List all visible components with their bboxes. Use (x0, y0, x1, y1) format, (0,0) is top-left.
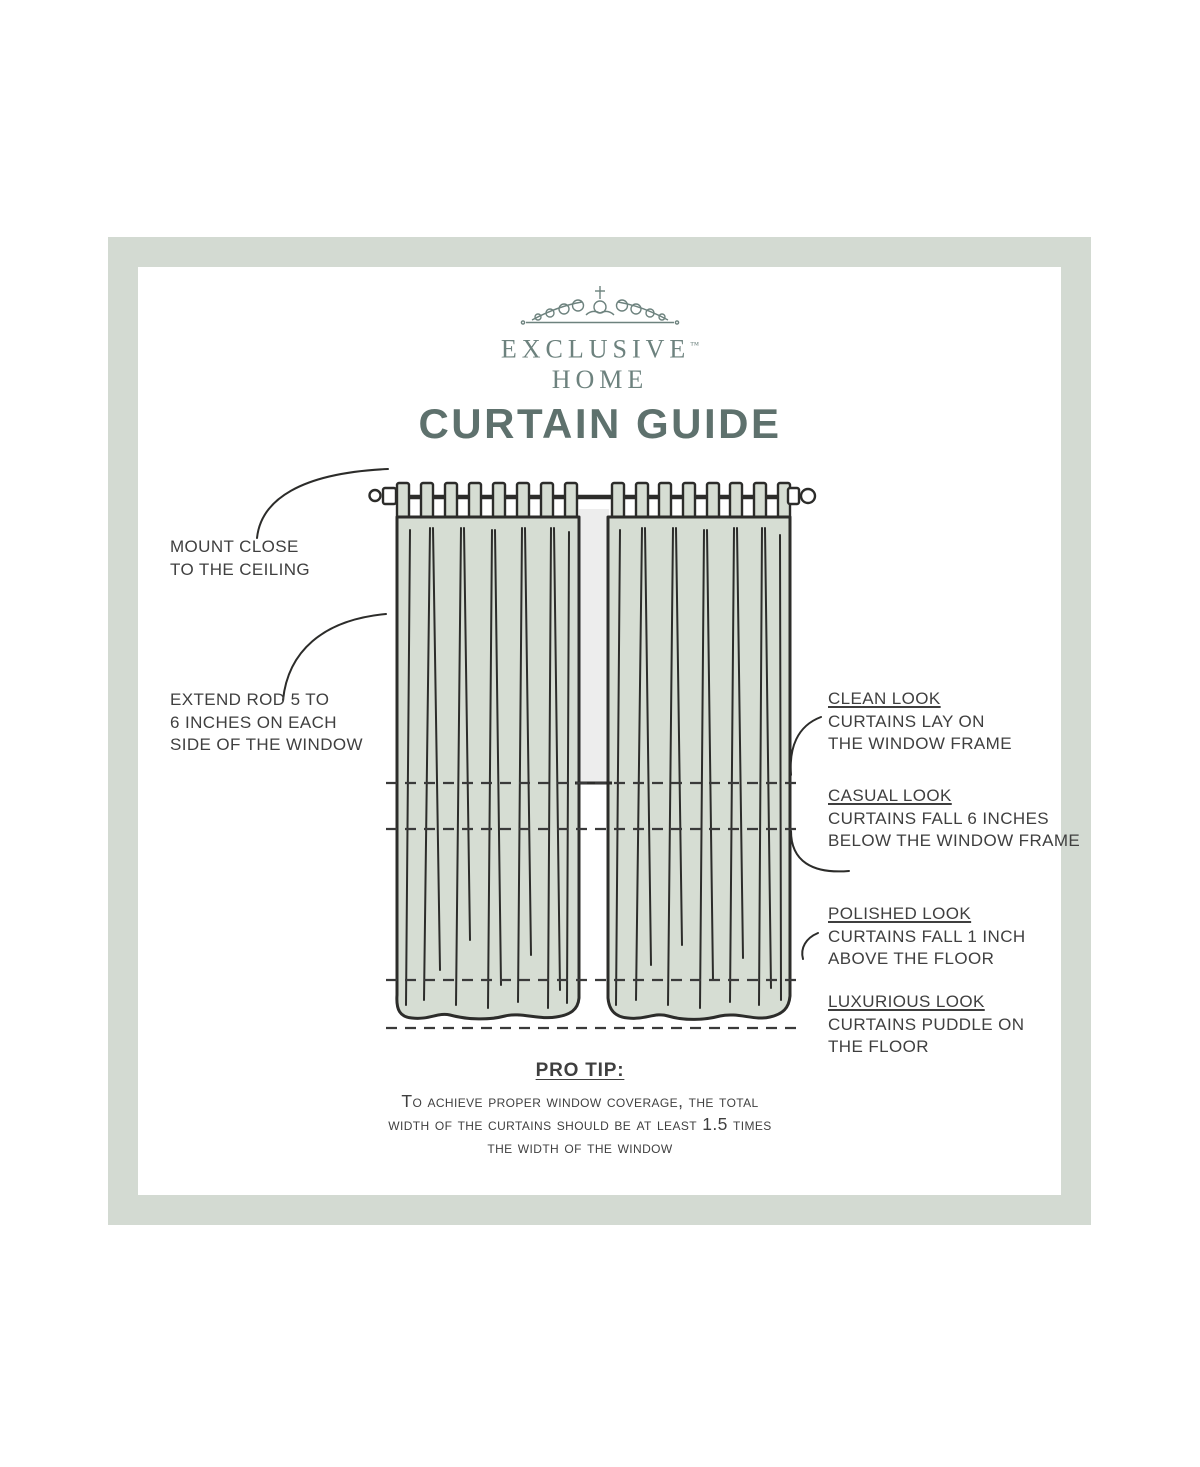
brand-trademark: ™ (690, 340, 700, 350)
left-finial-icon (370, 488, 397, 504)
note-line: THE WINDOW FRAME (828, 734, 1012, 753)
window-pane (579, 509, 609, 783)
pro-tip-line: To achieve proper window coverage, the total (401, 1091, 759, 1111)
note-line: TO THE CEILING (170, 559, 311, 579)
brand-name-top: EXCLUSIVE™ (500, 334, 700, 364)
note-line: MOUNT CLOSE (170, 537, 299, 556)
note-line: EXTEND ROD 5 TO (170, 690, 330, 709)
note-line: BELOW THE WINDOW FRAME (828, 831, 1081, 850)
pro-tip (0, 1060, 1160, 1159)
right-panel-tabs (612, 483, 790, 520)
note-heading: LUXURIOUS LOOK (828, 992, 985, 1011)
note-polished-look (828, 903, 1026, 971)
note-line: CURTAINS FALL 1 INCH (828, 926, 1026, 946)
note-mount-ceiling (170, 536, 310, 581)
connector-mount-ceiling (257, 469, 388, 538)
right-curtain-panel (608, 517, 790, 1019)
note-line: ABOVE THE FLOOR (828, 949, 995, 968)
pro-tip-body (0, 1090, 1160, 1159)
connector-extend-rod (283, 614, 386, 700)
note-luxurious-look (828, 991, 1024, 1059)
note-line: THE FLOOR (828, 1037, 929, 1056)
pro-tip-line: the width of the window (487, 1137, 673, 1157)
note-clean-look (828, 688, 1012, 756)
pro-tip-heading: PRO TIP: (535, 1060, 625, 1081)
right-finial-icon (788, 488, 815, 504)
connector-polished-look (802, 933, 818, 959)
note-extend-rod (170, 689, 363, 757)
note-heading: POLISHED LOOK (828, 904, 972, 923)
note-heading: CASUAL LOOK (828, 786, 952, 805)
note-line: 6 INCHES ON EACH (170, 712, 337, 732)
note-line: CURTAINS PUDDLE ON (828, 1014, 1025, 1034)
left-panel-tabs (397, 483, 577, 520)
note-line: CURTAINS LAY ON (828, 711, 985, 731)
brand-name-bottom: HOME (551, 364, 649, 394)
connector-clean-look (791, 717, 821, 775)
note-line: CURTAINS FALL 6 INCHES (828, 808, 1050, 828)
note-heading: CLEAN LOOK (828, 689, 941, 708)
page-title: CURTAIN GUIDE (418, 400, 782, 447)
note-casual-look (828, 785, 1080, 853)
note-line: SIDE OF THE WINDOW (170, 735, 363, 754)
pro-tip-line: width of the curtains should be at least 1.5 times (388, 1114, 772, 1134)
